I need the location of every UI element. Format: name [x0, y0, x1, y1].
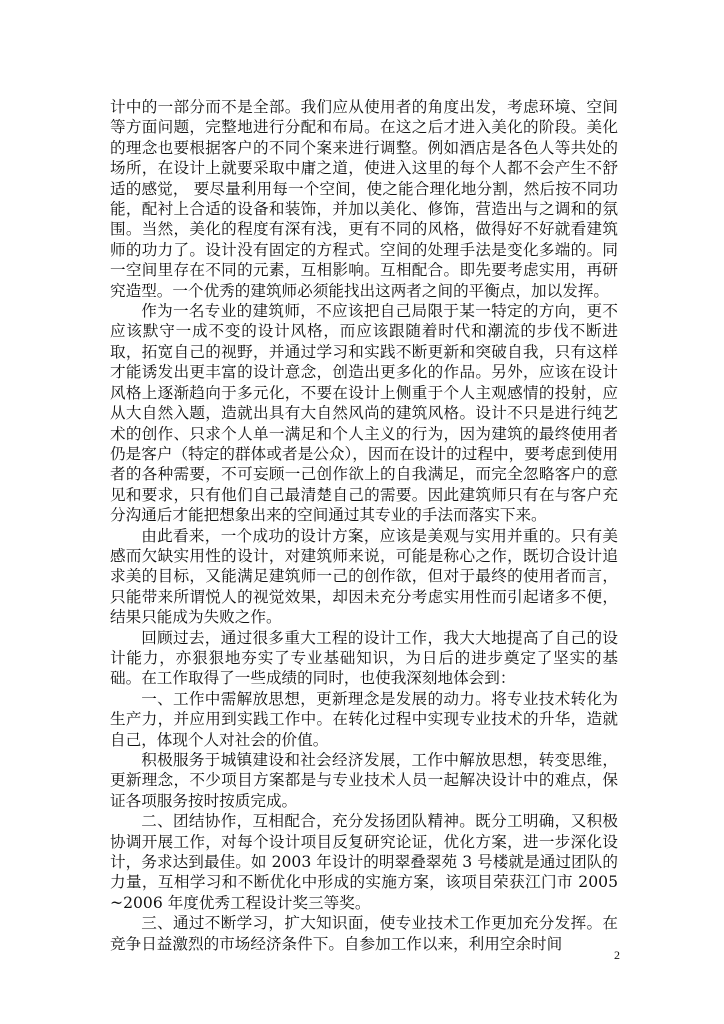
- paragraph-point-one: 一、工作中需解放思想，更新理念是发展的动力。将专业技术转化为生产力，并应用到实践工作中。在转化过程中实现专业技术的升华，造就自己，体现个人对社会的价值。: [110, 689, 618, 749]
- paragraph-design-process: 计中的一部分而不是全部。我们应从使用者的角度出发，考虑环境、空间等方面问题，完整地进行分配和布局。在这之后才进入美化的阶段。美化的理念也要根据客户的不同个案来进行调整。例如酒店是各色人等共处的场所，在设计上就要采取中庸之道，使进入这里的每个人都不会产生不舒适的感觉， 要尽量利用每一个空间，使之能合理化地分割，然后按不同功能，配衬上合适的设备和装饰，并加以美化、修饰，营造出与之调和的氛围。当然，美化的程度有深有浅，更有不同的风格，做得好不好就看建筑师的功力了。设计没有固定的方程式。空间的处理手法是变化多端的。同一空间里存在不同的元素，互相影响。互相配合。即先要考虑实用，再研究造型。一个优秀的建筑师必须能找出这两者之间的平衡点，加以发挥。: [110, 98, 618, 300]
- paragraph-point-two: 二、团结协作，互相配合，充分发扬团队精神。既分工明确，又积极协调开展工作，对每个设计项目反复研究论证，优化方案，进一步深化设计，务求达到最佳。如 2003 年设计的明翠叠翠苑 3 号楼就是通过团队的力量，互相学习和不断优化中形成的实施方案，该项目荣获江门市 2005~2006 年度优秀工程设计奖三等奖。: [110, 812, 618, 912]
- paragraph-successful-design: 由此看来，一个成功的设计方案，应该是美观与实用并重的。只有美感而欠缺实用性的设计，对建筑师来说，可能是称心之作，既切合设计追求美的目标，又能满足建筑师一己的创作欲，但对于最终的使用者而言，只能带来所谓悦人的视觉效果，却因未充分考虑实用性而引起诸多不便，结果只能成为失败之作。: [110, 526, 618, 627]
- document-body: [110, 97, 618, 954]
- page-number: 2: [614, 948, 620, 962]
- paragraph-service: 积极服务于城镇建设和社会经济发展，工作中解放思想，转变思维，更新理念，不少项目方案都是与专业技术人员一起解决设计中的难点，保证各项服务按时按质完成。: [110, 751, 618, 810]
- paragraph-architect-role: 作为一名专业的建筑师，不应该把自己局限于某一特定的方向，更不应该默守一成不变的设计风格，而应该跟随着时代和潮流的步伐不断进取，拓宽自己的视野，并通过学习和实践不断更新和突破自我，只有这样才能诱发出更丰富的设计意念，创造出更多化的作品。另外，应该在设计风格上逐渐趋向于多元化，不要在设计上侧重于个人主观感情的投射，应从大自然入题，造就出具有大自然风尚的建筑风格。设计不只是进行纯艺术的创作、只求个人单一满足和个人主义的行为，因为建筑的最终使用者仍是客户（特定的群体或者是公众），因而在设计的过程中，要考虑到使用者的各种需要，不可妄顾一己创作欲上的自我满足，而完全忽略客户的意见和要求，只有他们自己最清楚自己的需要。因此建筑师只有在与客户充分沟通后才能把想象出来的空间通过其专业的手法而落实下来。: [110, 302, 618, 525]
- paragraph-point-three: 三、通过不断学习，扩大知识面，使专业技术工作更加充分发挥。在竞争日益激烈的市场经济条件下。自参加工作以来，利用空余时间: [110, 914, 618, 953]
- paragraph-review: 回顾过去，通过很多重大工程的设计工作，我大大地提高了自己的设计能力，亦狠狠地夯实了专业基础知识，为日后的进步奠定了坚实的基础。在工作取得了一些成绩的同时，也使我深刻地体会到：: [110, 628, 618, 688]
